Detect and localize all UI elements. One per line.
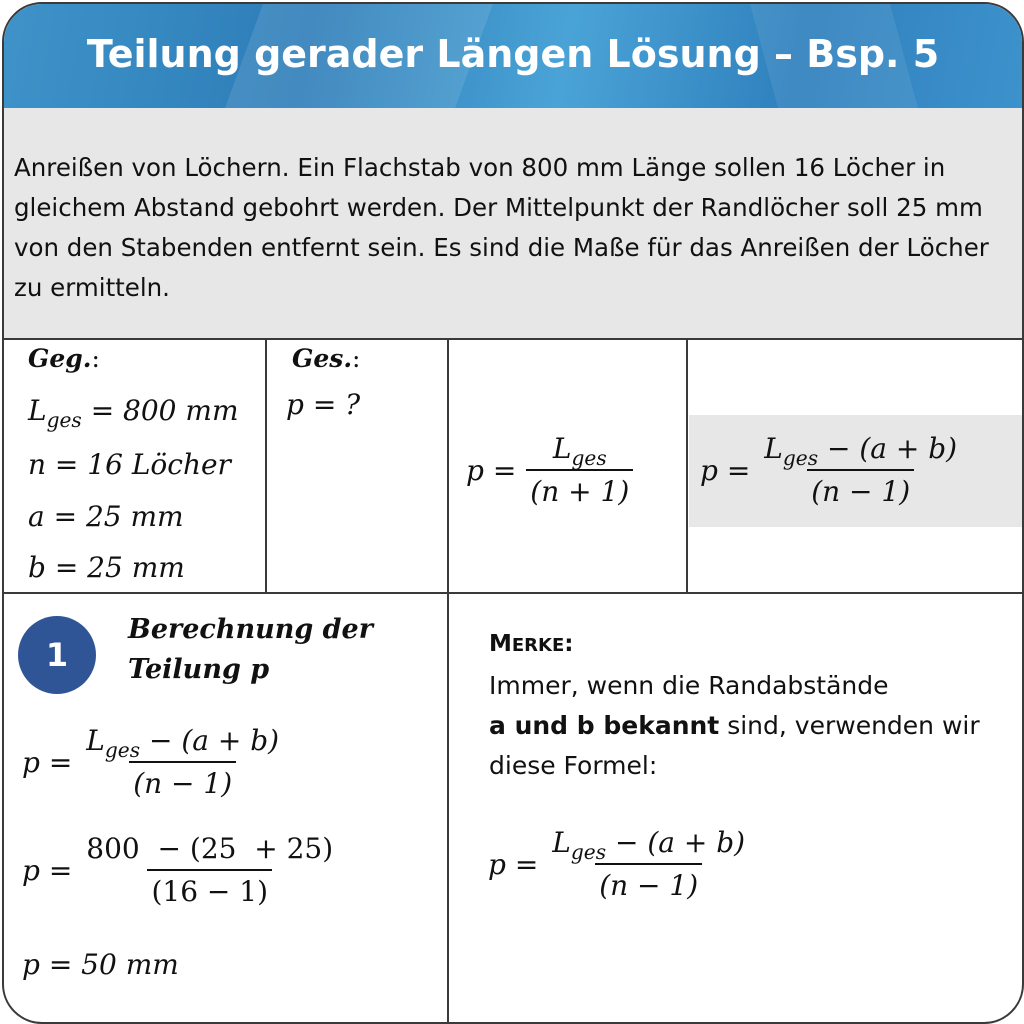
calc-formula: p = $\frac{L_{ges} - (a + b)}{(n - 1)}$ [22,724,280,800]
divider [447,338,449,1024]
step-number-badge: 1 [18,616,96,694]
worksheet-card [2,2,1024,1024]
formula-with-edges: p = $\frac{L_{ges} - (a + b)}{(n - 1)}$ [700,432,958,508]
given-a: a = 25 mm [28,500,184,533]
step-heading: Berechnung der Teilung p [128,614,373,685]
divider [686,338,688,592]
merke-line: a und b bekannt sind, verwenden wir [489,711,980,740]
sought-label: Ges.: [292,344,361,373]
merke-formula: p = $\frac{L_{ges} - (a + b)}{(n - 1)}$ [488,826,746,902]
given-label: Geg.: [28,344,100,373]
sought-value: p = ? [286,388,361,421]
page-title: Teilung gerader Längen Lösung – Bsp. 5 [86,32,940,76]
divider [265,338,267,592]
divider [4,592,1022,594]
merke-line: diese Formel: [489,751,658,780]
task-text: Anreißen von Löchern. Ein Flachstab von 800 mm Länge sollen 16 Löcher in gleichem Abstand gebohrt werden. Der Mittelpunkt der Randlöcher soll 25 mm von den Stabenden entfernt sein. Es sind die Maße für das Anreißen der Löcher zu ermitteln. [14,153,989,302]
given-length: $L_{ges} = 800$ mm [28,394,239,433]
header-banner [4,4,1022,108]
task-box [4,108,1022,340]
merke-line: Immer, wenn die Randabstände [489,671,889,700]
given-b: b = 25 mm [28,551,185,584]
merke-label: MERKE: [489,631,574,657]
calc-result: p = 50 mm [22,948,179,981]
merke-note [489,624,1009,786]
calc-substitution: p = $\frac{800 - (25 + 25)}{(16 - 1)}$ [22,832,334,908]
given-count: n = 16 Löcher [28,448,231,481]
formula-without-edges: p = $\frac{L_{ges}}{(n + 1)}$ [466,432,633,508]
